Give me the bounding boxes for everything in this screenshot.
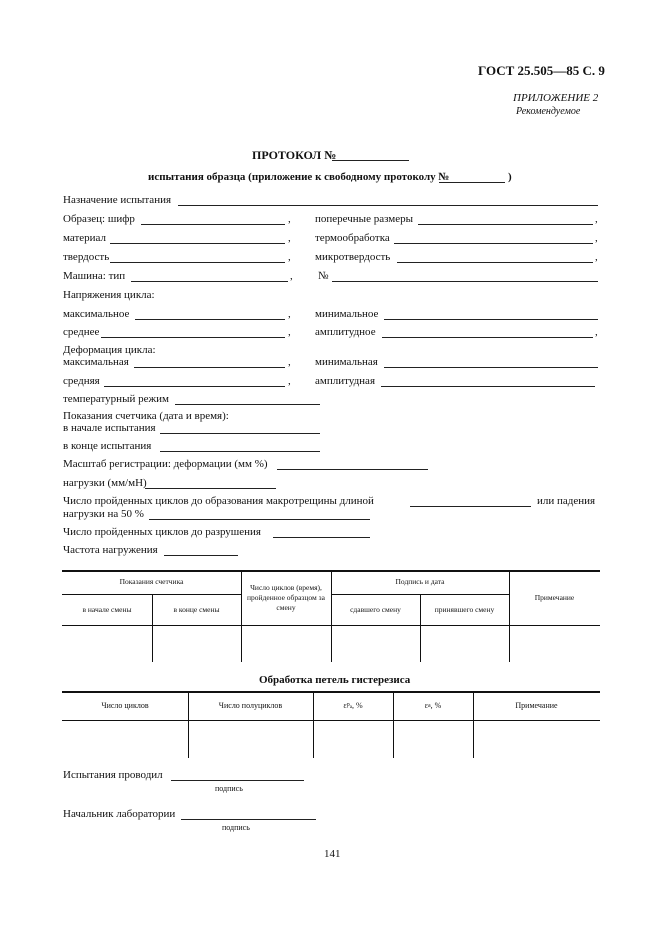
tested-by-field[interactable] bbox=[171, 780, 304, 781]
col-halfcycles: Число полуциклов bbox=[218, 701, 283, 710]
subtitle-close-paren: ) bbox=[508, 171, 512, 183]
crack-length-field[interactable] bbox=[410, 506, 531, 507]
material-field[interactable] bbox=[110, 243, 285, 244]
purpose-field[interactable] bbox=[178, 205, 598, 206]
protocol-subtitle: испытания образца (приложение к свободному протоколу № bbox=[148, 171, 450, 183]
temperature-field[interactable] bbox=[175, 404, 320, 405]
comma: , bbox=[595, 251, 598, 263]
comma: , bbox=[595, 213, 598, 225]
col-shift-end: в конце смены bbox=[173, 604, 220, 614]
counter-start-label: в начале испытания bbox=[63, 422, 156, 434]
deform-max-label: максимальная bbox=[63, 356, 129, 368]
protocol-title: ПРОТОКОЛ № bbox=[252, 148, 337, 162]
counter-start-field[interactable] bbox=[160, 433, 320, 434]
comma: , bbox=[595, 232, 598, 244]
comma: , bbox=[288, 375, 291, 387]
deform-ampl-label: амплитудная bbox=[315, 375, 376, 387]
col-epsilon-a: ε a , % bbox=[424, 701, 442, 710]
deformation-heading: Деформация цикла: bbox=[63, 344, 156, 356]
scale-deformation-label: Масштаб регистрации: деформации (мм %) bbox=[63, 458, 268, 470]
heat-treatment-field[interactable] bbox=[394, 243, 593, 244]
or-drop-label: или падения bbox=[537, 495, 596, 507]
purpose-label: Назначение испытания bbox=[63, 194, 172, 206]
deform-mean-field[interactable] bbox=[104, 386, 285, 387]
hardness-label: твердость bbox=[63, 251, 110, 263]
col-cycles-per-shift: Число циклов (время), пройденное образцом за смену bbox=[247, 582, 325, 612]
stress-ampl-label: амплитудное bbox=[315, 326, 376, 338]
stress-ampl-field[interactable] bbox=[382, 337, 593, 338]
counter-end-field[interactable] bbox=[160, 451, 320, 452]
specimen-code-field[interactable] bbox=[141, 224, 285, 225]
microhardness-field[interactable] bbox=[397, 262, 593, 263]
cycles-crack-field[interactable] bbox=[149, 519, 370, 520]
specimen-label: Образец: шифр bbox=[63, 213, 135, 225]
machine-number-field[interactable] bbox=[332, 281, 598, 282]
col-note: Примечание bbox=[534, 592, 575, 602]
counter-heading: Показания счетчика (дата и время): bbox=[63, 410, 229, 422]
deform-ampl-field[interactable] bbox=[381, 386, 595, 387]
stress-min-field[interactable] bbox=[384, 319, 598, 320]
cycles-crack-label: Число пройденных циклов до образования макротрещины длиной bbox=[63, 495, 374, 507]
scale-load-label: нагрузки (мм/мН) bbox=[63, 477, 147, 489]
col-handed-over: сдавшего смену bbox=[350, 604, 401, 614]
stress-max-field[interactable] bbox=[135, 319, 285, 320]
appendix-status: Рекомендуемое bbox=[516, 106, 581, 117]
comma: , bbox=[288, 356, 291, 368]
comma: , bbox=[288, 326, 291, 338]
comma: , bbox=[595, 326, 598, 338]
document-code: ГОСТ 25.505—85 С. 9 bbox=[478, 63, 605, 78]
col-cycles: Число циклов bbox=[101, 701, 149, 710]
microhardness-label: микротвердость bbox=[315, 251, 391, 263]
machine-number-label: № bbox=[318, 270, 329, 282]
deform-mean-label: средняя bbox=[63, 375, 100, 387]
lab-head-field[interactable] bbox=[181, 819, 316, 820]
protocol-number-field[interactable] bbox=[332, 160, 409, 161]
material-label: материал bbox=[63, 232, 107, 244]
col-shift-start: в начале смены bbox=[82, 604, 132, 614]
machine-type-label: Машина: тип bbox=[63, 270, 126, 282]
signature-caption: подпись bbox=[222, 823, 250, 832]
temperature-label: температурный режим bbox=[63, 393, 169, 405]
appendix-label: ПРИЛОЖЕНИЕ 2 bbox=[513, 92, 599, 104]
cycles-fail-label: Число пройденных циклов до разрушения bbox=[63, 526, 261, 538]
load50-label: нагрузки на 50 % bbox=[63, 508, 144, 520]
scale-load-field[interactable] bbox=[145, 488, 276, 489]
scale-deformation-field[interactable] bbox=[277, 469, 428, 470]
col-note: Примечание bbox=[515, 701, 558, 710]
cross-section-label: поперечные размеры bbox=[315, 213, 414, 225]
lab-head-label: Начальник лаборатории bbox=[63, 808, 176, 820]
hysteresis-title: Обработка петель гистерезиса bbox=[259, 674, 411, 686]
stress-max-label: максимальное bbox=[63, 308, 130, 320]
col-signature-header: Подпись и дата bbox=[395, 577, 445, 586]
comma: , bbox=[288, 232, 291, 244]
deform-max-field[interactable] bbox=[134, 367, 285, 368]
counter-end-label: в конце испытания bbox=[63, 440, 152, 452]
frequency-label: Частота нагружения bbox=[63, 544, 158, 556]
comma: , bbox=[290, 270, 293, 282]
heat-treatment-label: термообработка bbox=[315, 232, 390, 244]
comma: , bbox=[288, 213, 291, 225]
col-counter-header: Показания счетчика bbox=[119, 577, 184, 586]
stress-min-label: минимальное bbox=[315, 308, 379, 320]
cross-section-field[interactable] bbox=[418, 224, 593, 225]
cycles-fail-field[interactable] bbox=[273, 537, 370, 538]
deform-min-label: минимальная bbox=[315, 356, 378, 368]
stress-mean-label: среднее bbox=[63, 326, 100, 338]
comma: , bbox=[288, 308, 291, 320]
hardness-field[interactable] bbox=[110, 262, 285, 263]
col-epsilon-p: ε $р_a$ , % bbox=[343, 701, 363, 710]
stress-mean-field[interactable] bbox=[101, 337, 285, 338]
comma: , bbox=[288, 251, 291, 263]
page-number: 141 bbox=[324, 848, 341, 860]
deform-min-field[interactable] bbox=[384, 367, 598, 368]
tested-by-label: Испытания проводил bbox=[63, 769, 163, 781]
stress-heading: Напряжения цикла: bbox=[63, 289, 155, 301]
col-received: принявшего смену bbox=[434, 604, 495, 614]
main-protocol-number-field[interactable] bbox=[439, 182, 505, 183]
machine-type-field[interactable] bbox=[131, 281, 288, 282]
frequency-field[interactable] bbox=[164, 555, 238, 556]
signature-caption: подпись bbox=[215, 784, 243, 793]
